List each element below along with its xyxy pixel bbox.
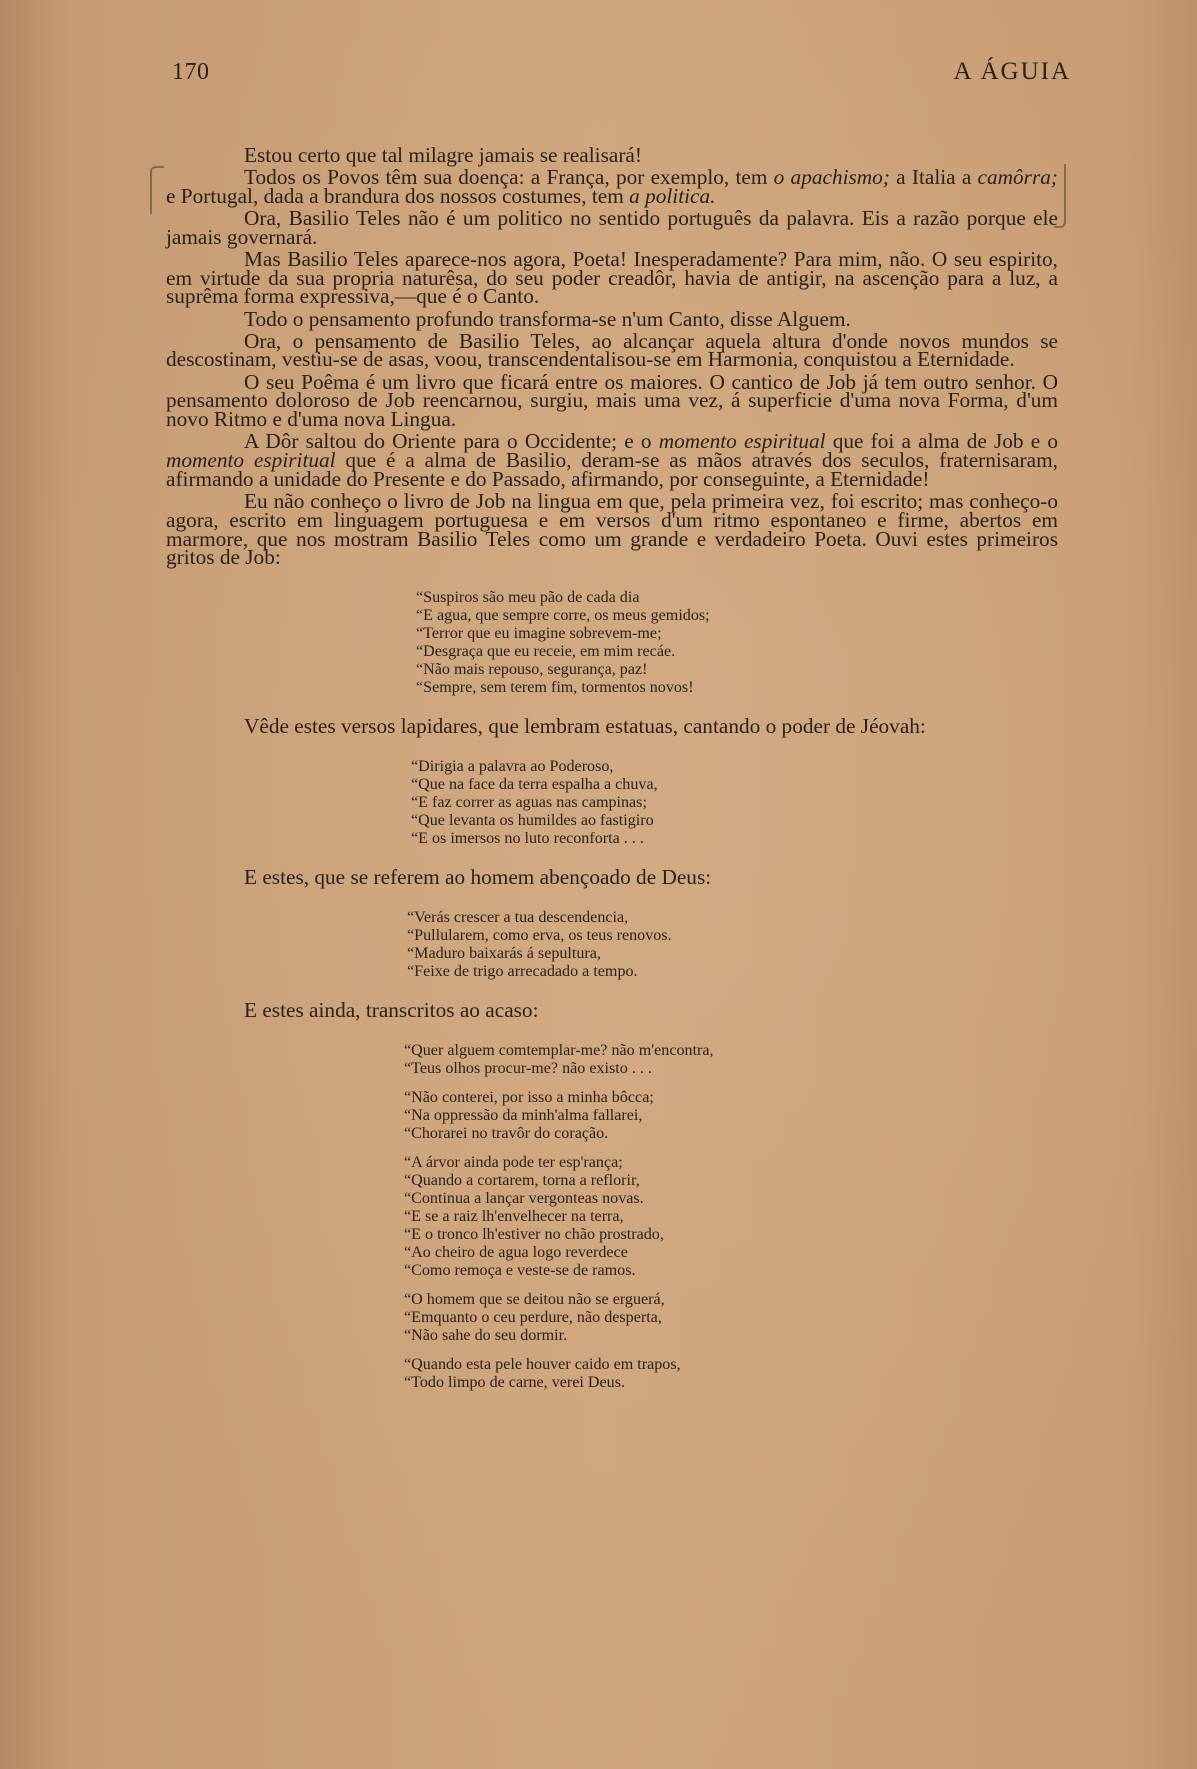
paragraph: Mas Basilio Teles aparece-nos agora, Poeta! Inesperadamente? Para mim, não. O seu espirito, em virtude da sua propria naturêsa, do seu poder creadôr, havia de antigir, na ascenção para a luz, a suprêma forma expressiva,—que é o Canto. <box>166 246 1058 309</box>
verse-line: “Quando a cortarem, torna a reflorir, <box>404 1171 640 1189</box>
page-header <box>172 58 1071 98</box>
page-number: 170 <box>172 59 210 85</box>
verse-stanza <box>404 1154 1058 1280</box>
emphasis: o apachismo; <box>773 165 890 190</box>
text-run: e Portugal, dada a brandura dos nossos costumes, tem <box>166 183 630 208</box>
verse-line: “Todo limpo de carne, verei Deus. <box>404 1373 625 1391</box>
verse-stanza <box>404 1042 1058 1078</box>
verse-line: “Sempre, sem terem fim, tormentos novos! <box>416 679 694 697</box>
paragraph: Ora, Basilio Teles não é um politico no sentido português da palavra. Eis a razão porque ele jamais governará. <box>166 205 1058 249</box>
verse-line: “Não conterei, por isso a minha bôcca; <box>404 1088 654 1106</box>
text-run: a Italia a <box>889 165 978 190</box>
verse-line: “Que na face da terra espalha a chuva, <box>411 775 658 793</box>
paragraph: Vêde estes versos lapidares, que lembram estatuas, cantando o poder de Jéovah: <box>244 714 926 739</box>
paragraph: Estou certo que tal milagre jamais se realisará! <box>244 143 642 167</box>
verse-line: “Dirigia a palavra ao Poderoso, <box>411 757 614 775</box>
verse-line: “Como remoça e veste-se de ramos. <box>404 1261 636 1279</box>
verse-line: “Não sahe do seu dormir. <box>404 1326 568 1344</box>
verse-line: “Emquanto o ceu perdure, não desperta, <box>404 1308 662 1326</box>
article-body <box>166 143 1058 1412</box>
verse-line: “Teus olhos procur-me? não existo . . . <box>404 1059 652 1077</box>
paragraph: Eu não conheço o livro de Job na lingua em que, pela primeira vez, foi escrito; mas conheço-o agora, escrito em linguagem portuguesa e em versos d'um ritmo espontaneo e firme, abertos em marmore, que nos mostram Basilio Teles como um grande e verdadeiro Poeta. Ouvi estes primeiros gritos de Job: <box>166 488 1058 570</box>
verse-line: “Terror que eu imagine sobrevem-me; <box>416 625 662 643</box>
verse-line: “E agua, que sempre corre, os meus gemidos; <box>416 607 710 625</box>
verse-quote <box>166 1042 1058 1392</box>
verse-line: “Maduro baixarás á sepultura, <box>407 944 601 962</box>
verse-stanza <box>404 1356 1058 1392</box>
emphasis: momento espiritual <box>658 429 826 454</box>
verse-line: “Desgraça que eu receie, em mim recáe. <box>416 643 676 661</box>
verse-line: “Na oppressão da minh'alma fallarei, <box>404 1106 643 1124</box>
text-run: Todos os Povos têm sua doença: a França, por exemplo, tem <box>244 165 774 190</box>
verse-line: “Suspiros são meu pão de cada dia <box>416 589 640 607</box>
verse-line: “Feixe de trigo arrecadado a tempo. <box>407 962 638 980</box>
verse-line: “A árvor ainda pode ter esp'rança; <box>404 1153 623 1171</box>
paragraph: O seu Poêma é um livro que ficará entre os maiores. O cantico de Job já tem outro senhor. O pensamento doloroso de Job reencarnou, surgiu, mais uma vez, á superficie d'uma nova Forma, d'um novo Ritmo e d'uma nova Lingua. <box>166 369 1058 432</box>
verse-line: “Pullularem, como erva, os teus renovos. <box>407 926 672 944</box>
pencil-bracket-mark <box>150 166 164 214</box>
verse-stanza <box>404 1089 1058 1143</box>
paragraph: E estes ainda, transcritos ao acaso: <box>244 997 539 1022</box>
verse-line: “E faz correr as aguas nas campinas; <box>411 793 647 811</box>
paragraph <box>166 429 1058 491</box>
verse-line: “E o tronco lh'estiver no chão prostrado, <box>404 1225 664 1243</box>
emphasis: a politica. <box>629 183 716 208</box>
verse-line: “E se a raiz lh'envelhecer na terra, <box>404 1207 624 1225</box>
verse-quote <box>166 589 1058 697</box>
running-head: A ÁGUIA <box>953 58 1071 85</box>
text-run: que foi a alma de Job e o <box>825 429 1058 454</box>
paragraph: E estes, que se referem ao homem abençoado de Deus: <box>244 864 712 889</box>
verse-line: “E os imersos no luto reconforta . . . <box>411 829 644 847</box>
emphasis: camôrra; <box>977 165 1058 190</box>
verse-line: “Não mais repouso, segurança, paz! <box>416 661 648 679</box>
verse-line: “Que levanta os humildes ao fastigiro <box>411 811 654 829</box>
paragraph <box>166 165 1058 208</box>
verse-line: “Ao cheiro de agua logo reverdece <box>404 1243 628 1261</box>
verse-line: “Quando esta pele houver caido em trapos, <box>404 1355 681 1373</box>
emphasis: momento espiritual <box>166 448 336 473</box>
paragraph: Ora, o pensamento de Basilio Teles, ao alcançar aquela altura d'onde novos mundos se descostinam, vestiu-se de asas, voou, transcendentalisou-se em Harmonia, conquistou a Eternidade. <box>166 328 1058 372</box>
verse-line: “Quer alguem comtemplar-me? não m'encontra, <box>404 1041 714 1059</box>
paragraph: Todo o pensamento profundo transforma-se n'um Canto, disse Alguem. <box>244 306 851 331</box>
verse-line: “Verás crescer a tua descendencia, <box>407 908 629 926</box>
verse-line: “Chorarei no travôr do coração. <box>404 1124 609 1142</box>
verse-line: “O homem que se deitou não se erguerá, <box>404 1290 665 1308</box>
verse-quote <box>166 909 1058 981</box>
text-run: que é a alma de Basilio, deram-se as mãos através dos seculos, fraternisaram, afirmando a unidade do Presente e do Passado, afirmando, por conseguinte, a Eternidade! <box>166 448 1058 491</box>
verse-stanza <box>404 1291 1058 1345</box>
text-run: A Dôr saltou do Oriente para o Occidente; e o <box>244 429 659 454</box>
verse-quote <box>166 758 1058 848</box>
verse-line: “Continua a lançar vergonteas novas. <box>404 1189 644 1207</box>
